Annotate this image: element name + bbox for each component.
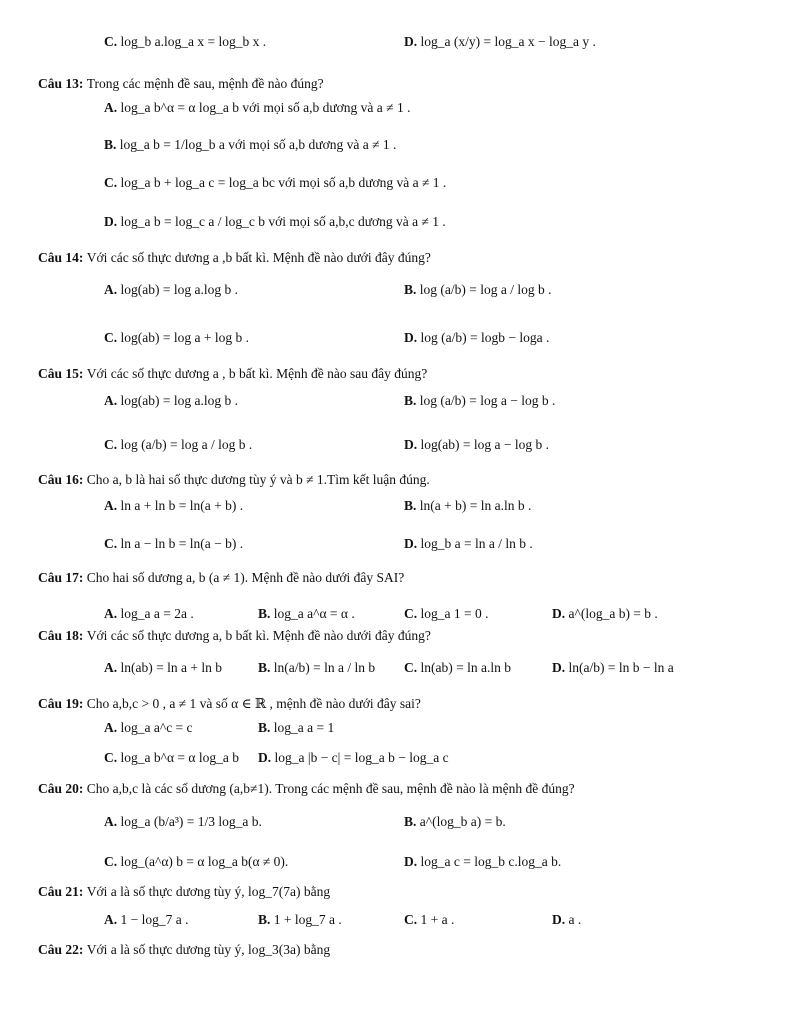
answer-option: D. log_b a = ln a / ln b .	[404, 536, 533, 551]
answer-option: A. log_a (b/a³) = 1/3 log_a b.	[104, 814, 262, 829]
answer-option: C. ln a − ln b = ln(a − b) .	[104, 536, 244, 551]
answer-option: B. ln(a/b) = ln a / ln b	[258, 660, 376, 675]
answer-option: D. log_a (x/y) = log_a x − log_a y .	[404, 34, 596, 49]
answer-option: A. ln(ab) = ln a + ln b	[104, 660, 222, 675]
answer-option: B. log_a b = 1/log_b a với mọi số a,b dương và a ≠ 1 .	[104, 137, 397, 152]
answer-option: C. log_a b + log_a c = log_a bc với mọi số a,b dương và a ≠ 1 .	[104, 175, 447, 190]
question-stem: Câu 18: Với các số thực dương a, b bất kì. Mệnh đề nào dưới đây đúng?	[38, 628, 431, 643]
answer-option: D. a^(log_a b) = b .	[552, 606, 658, 621]
answer-option: B. 1 + log_7 a .	[258, 912, 342, 927]
question-stem: Câu 16: Cho a, b là hai số thực dương tùy ý và b ≠ 1.Tìm kết luận đúng.	[38, 472, 430, 487]
answer-option: B. ln(a + b) = ln a.ln b .	[404, 498, 532, 513]
question-stem: Câu 14: Với các số thực dương a ,b bất kì. Mệnh đề nào dưới đây đúng?	[38, 250, 431, 265]
answer-option: A. log(ab) = log a.log b .	[104, 282, 238, 297]
question-stem: Câu 19: Cho a,b,c > 0 , a ≠ 1 và số α ∈ ℝ , mệnh đề nào dưới đây sai?	[38, 696, 421, 711]
answer-option: C. log_b a.log_a x = log_b x .	[104, 34, 267, 49]
question-stem: Câu 22: Với a là số thực dương tùy ý, log_3(3a) bằng	[38, 942, 331, 957]
answer-option: D. log_a |b − c| = log_a b − log_a c	[258, 750, 449, 765]
answer-option: D. log_a c = log_b c.log_a b.	[404, 854, 562, 869]
answer-option: C. log_a b^α = α log_a b	[104, 750, 239, 765]
answer-option: B. a^(log_b a) = b.	[404, 814, 506, 829]
answer-option: A. log(ab) = log a.log b .	[104, 393, 238, 408]
answer-option: A. 1 − log_7 a .	[104, 912, 189, 927]
answer-option: C. log_a 1 = 0 .	[404, 606, 489, 621]
answer-option: B. log (a/b) = log a / log b .	[404, 282, 552, 297]
answer-option: D. log_a b = log_c a / log_c b với mọi số a,b,c dương và a ≠ 1 .	[104, 214, 446, 229]
answer-option: D. log(ab) = log a − log b .	[404, 437, 549, 452]
answer-option: B. log_a a = 1	[258, 720, 335, 735]
answer-option: C. log(ab) = log a + log b .	[104, 330, 249, 345]
question-stem: Câu 13: Trong các mệnh đề sau, mệnh đề nào đúng?	[38, 76, 324, 91]
answer-option: C. ln(ab) = ln a.ln b	[404, 660, 511, 675]
answer-option: A. log_a b^α = α log_a b với mọi số a,b dương và a ≠ 1 .	[104, 100, 411, 115]
answer-option: D. a .	[552, 912, 582, 927]
answer-option: D. log (a/b) = logb − loga .	[404, 330, 550, 345]
question-stem: Câu 17: Cho hai số dương a, b (a ≠ 1). Mệnh đề nào dưới đây SAI?	[38, 570, 405, 585]
answer-option: C. log_(a^α) b = α log_a b(α ≠ 0).	[104, 854, 289, 869]
answer-option: C. 1 + a .	[404, 912, 455, 927]
answer-option: B. log (a/b) = log a − log b .	[404, 393, 556, 408]
answer-option: A. ln a + ln b = ln(a + b) .	[104, 498, 244, 513]
answer-option: D. ln(a/b) = ln b − ln a	[552, 660, 674, 675]
answer-option: A. log_a a^c = c	[104, 720, 193, 735]
answer-option: A. log_a a = 2a .	[104, 606, 194, 621]
answer-option: C. log (a/b) = log a / log b .	[104, 437, 253, 452]
question-stem: Câu 15: Với các số thực dương a , b bất kì. Mệnh đề nào sau đây đúng?	[38, 366, 428, 381]
question-stem: Câu 21: Với a là số thực dương tùy ý, log_7(7a) bằng	[38, 884, 331, 899]
answer-option: B. log_a a^α = α .	[258, 606, 355, 621]
question-stem: Câu 20: Cho a,b,c là các số dương (a,b≠1). Trong các mệnh đề sau, mệnh đề nào là mệnh đề đúng?	[38, 781, 575, 796]
